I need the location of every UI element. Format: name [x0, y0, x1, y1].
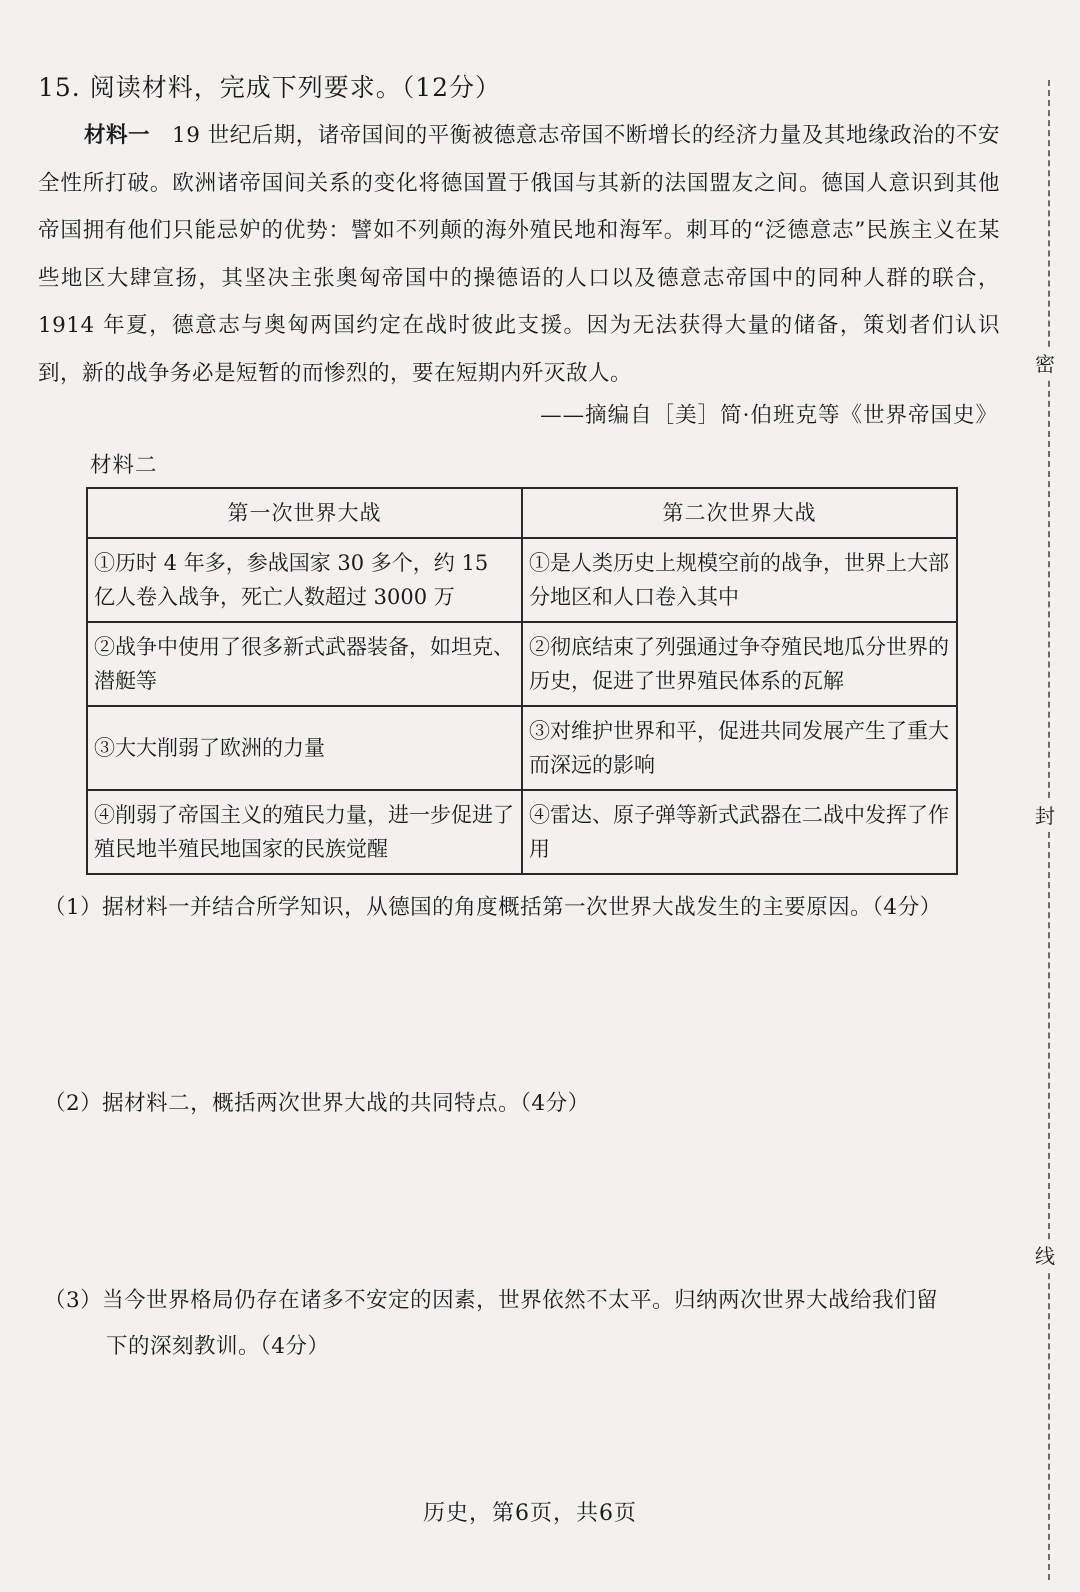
question-title: 15. 阅读材料，完成下列要求。（12分）: [38, 73, 502, 102]
margin-mark-mi: 密: [1030, 348, 1060, 377]
subquestion-3-line2: 下的深刻教训。（4分）: [106, 1334, 330, 1359]
table-cell: ②战争中使用了很多新式武器装备，如坦克、潜艇等: [87, 622, 522, 706]
table-cell: ①历时 4 年多，参战国家 30 多个，约 15 亿人卷入战争，死亡人数超过 3000 万: [87, 538, 522, 622]
subquestion-1: （1）据材料一并结合所学知识，从德国的角度概括第一次世界大战发生的主要原因。（4分）: [44, 895, 942, 920]
table-cell: ③大大削弱了欧洲的力量: [87, 706, 522, 790]
table-header-row: [87, 488, 957, 538]
table-cell: ③对维护世界和平，促进共同发展产生了重大而深远的影响: [522, 706, 957, 790]
subquestion-3: [44, 1278, 1009, 1370]
material-one-source: ——摘编自［美］简·伯班克等《世界帝国史》: [540, 403, 998, 428]
page-footer: 历史，第6页，共6页: [423, 1501, 637, 1526]
seal-cut-line: [1048, 80, 1050, 1580]
material-one-text: 19 世纪后期，诸帝国间的平衡被德意志帝国不断增长的经济力量及其地缘政治的不安全性所打破。欧洲诸帝国间关系的变化将德国置于俄国与其新的法国盟友之间。德国人意识到其他帝国拥有他们只能忌妒的优势：譬如不列颠的海外殖民地和海军。刺耳的“泛德意志”民族主义在某些地区大肆宣扬，其坚决主张奥匈帝国中的操德语的人口以及德意志帝国中的同种人群的联合，1914 年夏，德意志与奥匈两国约定在战时彼此支援。因为无法获得大量的储备，策划者们认识到，新的战争务必是短暂的而惨烈的，要在短期内歼灭敌人。: [38, 123, 1000, 386]
material-one: [38, 112, 1000, 397]
table-row: [87, 538, 957, 622]
subquestion-3-line1: （3）当今世界格局仍存在诸多不安定的因素，世界依然不太平。归纳两次世界大战给我们留: [44, 1288, 939, 1313]
comparison-table: [86, 487, 958, 875]
material-two-label: 材料二: [90, 453, 158, 478]
subquestion-2: （2）据材料二，概括两次世界大战的共同特点。（4分）: [44, 1091, 590, 1116]
header-ww2: 第二次世界大战: [522, 488, 957, 538]
table-row: [87, 706, 957, 790]
table-row: [87, 790, 957, 874]
table-cell: ①是人类历史上规模空前的战争，世界上大部分地区和人口卷入其中: [522, 538, 957, 622]
material-one-label: 材料一: [84, 123, 151, 148]
table-cell: ④削弱了帝国主义的殖民力量，进一步促进了殖民地半殖民地国家的民族觉醒: [87, 790, 522, 874]
table-row: [87, 622, 957, 706]
table-cell: ②彻底结束了列强通过争夺殖民地瓜分世界的历史，促进了世界殖民体系的瓦解: [522, 622, 957, 706]
table-cell: ④雷达、原子弹等新式武器在二战中发挥了作用: [522, 790, 957, 874]
margin-mark-feng: 封: [1030, 800, 1060, 829]
header-ww1: 第一次世界大战: [87, 488, 522, 538]
margin-mark-xian: 线: [1030, 1240, 1060, 1269]
